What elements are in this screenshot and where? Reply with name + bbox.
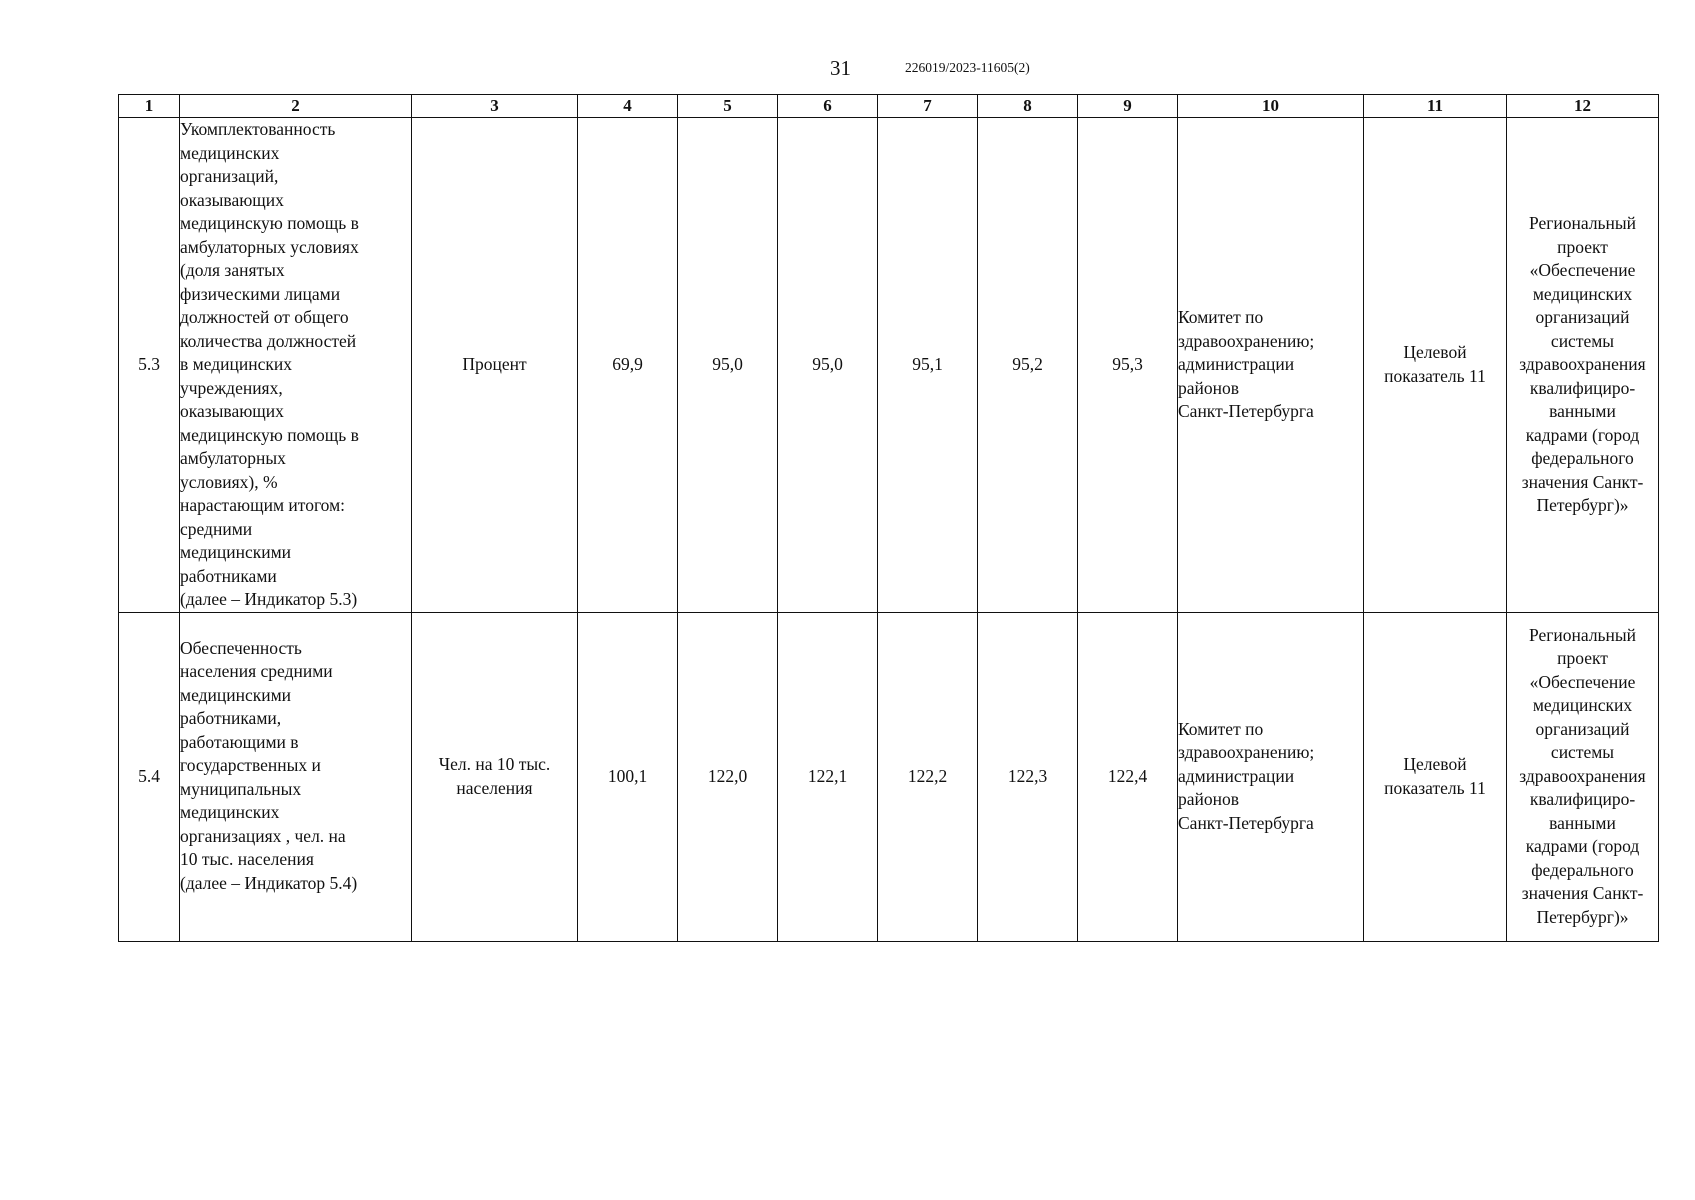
value-cell: 100,1 — [578, 612, 678, 941]
column-header: 8 — [978, 95, 1078, 118]
page-number: 31 — [830, 56, 851, 80]
value-cell: 95,0 — [778, 118, 878, 613]
value-cell: 95,3 — [1078, 118, 1178, 613]
indicator-name: Обеспеченность населения средними медицинскими работниками, работающими в государственных и муниципальных медицинских организациях , чел. на 10 тыс. населения (далее – Индикатор 5.4) — [180, 612, 412, 941]
unit-cell: Чел. на 10 тыс. населения — [412, 612, 578, 941]
target-indicator: Целевой показатель 11 — [1364, 118, 1507, 613]
column-header: 1 — [119, 95, 180, 118]
row-number: 5.4 — [119, 612, 180, 941]
table-row — [119, 612, 1659, 941]
document-id: 226019/2023-11605(2) — [905, 60, 1030, 75]
value-cell: 122,2 — [878, 612, 978, 941]
column-header: 7 — [878, 95, 978, 118]
column-header: 5 — [678, 95, 778, 118]
column-header: 12 — [1507, 95, 1659, 118]
value-cell: 122,1 — [778, 612, 878, 941]
column-header: 9 — [1078, 95, 1178, 118]
column-header: 3 — [412, 95, 578, 118]
value-cell: 69,9 — [578, 118, 678, 613]
column-header: 6 — [778, 95, 878, 118]
value-cell: 95,0 — [678, 118, 778, 613]
indicator-name: Укомплектованность медицинских организаций, оказывающих медицинскую помощь в амбулаторных условиях (доля занятых физическими лицами должностей от общего количества должностей в медицинских учреждениях, оказывающих медицинскую помощь в амбулаторных условиях), % нарастающим итогом: средними медицинскими работниками (далее – Индикатор 5.3) — [180, 118, 412, 613]
column-number-row — [119, 95, 1659, 118]
responsible-org: Комитет по здравоохранению; администрации районов Санкт-Петербурга — [1178, 118, 1364, 613]
value-cell: 95,2 — [978, 118, 1078, 613]
column-header: 11 — [1364, 95, 1507, 118]
value-cell: 122,0 — [678, 612, 778, 941]
target-indicator: Целевой показатель 11 — [1364, 612, 1507, 941]
value-cell: 122,4 — [1078, 612, 1178, 941]
value-cell: 95,1 — [878, 118, 978, 613]
responsible-org: Комитет по здравоохранению; администрации районов Санкт-Петербурга — [1178, 612, 1364, 941]
indicators-table — [118, 94, 1659, 942]
column-header: 4 — [578, 95, 678, 118]
table-row — [119, 118, 1659, 613]
column-header: 10 — [1178, 95, 1364, 118]
column-header: 2 — [180, 95, 412, 118]
row-number: 5.3 — [119, 118, 180, 613]
value-cell: 122,3 — [978, 612, 1078, 941]
regional-project: Региональный проект «Обеспечение медицинских организаций системы здравоохранения квалифициро- ванными кадрами (город федерального значения Санкт- Петербург)» — [1507, 118, 1659, 613]
regional-project: Региональный проект «Обеспечение медицинских организаций системы здравоохранения квалифициро- ванными кадрами (город федерального значения Санкт- Петербург)» — [1507, 612, 1659, 941]
unit-cell: Процент — [412, 118, 578, 613]
